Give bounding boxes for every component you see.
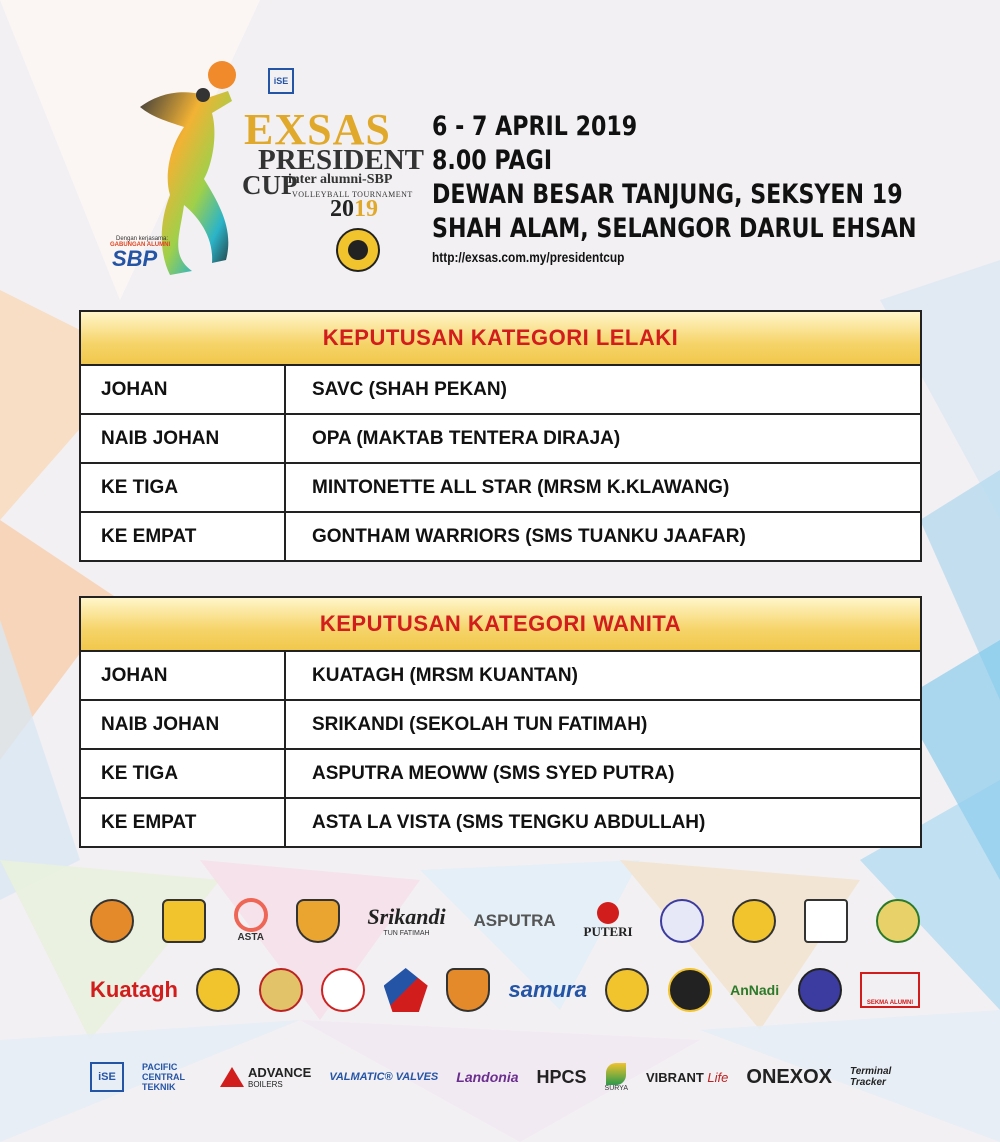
table-row [81, 799, 920, 846]
anzara-badge [732, 899, 776, 943]
advance-label: ADVANCE [248, 1065, 312, 1080]
place-cell: KE EMPAT [81, 799, 286, 846]
alumni-badge-green [876, 899, 920, 943]
badge-red [259, 968, 303, 1012]
table-row [81, 750, 920, 799]
collab-org: GABUNGAN ALUMNI [110, 242, 171, 248]
place-cell: KE TIGA [81, 750, 286, 797]
team-cell: ASPUTRA MEOWW (SMS SYED PUTRA) [312, 762, 675, 784]
asta-label: ASTA [237, 932, 264, 943]
onexox-logo: ONEXOX [746, 1065, 832, 1088]
sponsor-row-3 [90, 1062, 920, 1092]
team-cell: SAVC (SHAH PEKAN) [312, 378, 507, 400]
puteri-logo [584, 902, 633, 940]
place-cell: NAIB JOHAN [81, 701, 286, 748]
srikandi-label: Srikandi [367, 904, 446, 929]
results-table-women [79, 596, 922, 848]
logo-line1: PRESIDENT [258, 144, 424, 176]
team-cell: KUATAGH (MRSM KUANTAN) [312, 664, 578, 686]
surya-logo [605, 1063, 628, 1092]
alumni-badge-blue [660, 899, 704, 943]
event-date: 6 - 7 APRIL 2019 [432, 111, 638, 142]
place-cell: KE TIGA [81, 464, 286, 511]
puteri-label: PUTERI [583, 923, 633, 939]
logo-year [330, 196, 378, 223]
results-table-men [79, 310, 922, 562]
year-a: 20 [330, 196, 354, 222]
logo-tagline: VOLLEYBALL TOURNAMENT [292, 190, 413, 199]
table-row [81, 464, 920, 513]
asas-badge [296, 899, 340, 943]
sbp-logo: SBP [112, 246, 158, 271]
pacific-logo: PACIFIC CENTRAL TEKNIK [142, 1062, 185, 1092]
place-cell: JOHAN [81, 366, 286, 413]
event-city: SHAH ALAM, SELANGOR DARUL EHSAN [432, 213, 917, 244]
ise-logo: iSE [268, 68, 294, 94]
surya-label: SURYA [604, 1084, 629, 1092]
sekma-badge [162, 899, 206, 943]
badge-gold [196, 968, 240, 1012]
team-cell: MINTONETTE ALL STAR (MRSM K.KLAWANG) [312, 476, 730, 498]
landonia-logo: Landonia [456, 1069, 519, 1085]
year-b: 19 [354, 196, 378, 222]
table-title: KEPUTUSAN KATEGORI LELAKI [81, 312, 920, 366]
event-venue: DEWAN BESAR TANJUNG, SEKSYEN 19 [432, 179, 903, 210]
mara-badge [90, 899, 134, 943]
machian-badge [798, 968, 842, 1012]
collab-text: Dengan kerjasama: [116, 236, 169, 242]
asputra-logo: ASPUTRA [473, 910, 556, 930]
table-row [81, 513, 920, 560]
badge-red-white [321, 968, 365, 1012]
team-cell: SRIKANDI (SEKOLAH TUN FATIMAH) [312, 713, 648, 735]
table-row [81, 415, 920, 464]
samura-logo: samura [508, 977, 587, 1002]
event-time: 8.00 PAGI [432, 145, 553, 176]
event-details [432, 110, 1000, 246]
alumni-badge-white [804, 899, 848, 943]
vibrant-logo [646, 1070, 728, 1085]
sponsor-row-2 [90, 968, 920, 1012]
advance-logo [220, 1065, 311, 1089]
badge-black [668, 968, 712, 1012]
team-cell: OPA (MAKTAB TENTERA DIRAJA) [312, 427, 621, 449]
vibrant-label: VIBRANT [646, 1069, 704, 1085]
logo-line2: CUP [242, 170, 298, 200]
table-title: KEPUTUSAN KATEGORI WANITA [81, 598, 920, 652]
ise-sponsor-logo: iSE [90, 1062, 124, 1092]
place-cell: KE EMPAT [81, 513, 286, 560]
vibrant-life: Life [707, 1069, 729, 1085]
exsas-seal [336, 228, 380, 272]
srikandi-sub: TUN FATIMAH [383, 930, 430, 937]
asta-logo [234, 898, 268, 943]
logo-sub: inter alumni-SBP [288, 172, 393, 187]
sekma-alumni-logo [860, 972, 920, 1008]
annadi-logo: AnNadi [730, 982, 780, 998]
team-cell: ASTA LA VISTA (SMS TENGKU ABDULLAH) [312, 811, 706, 833]
table-row [81, 366, 920, 415]
place-cell: NAIB JOHAN [81, 415, 286, 462]
sponsor-row-1 [90, 898, 920, 943]
valmatic-logo: VALMATIC® VALVES [329, 1071, 439, 1083]
kuatagh-logo: Kuatagh [90, 977, 178, 1002]
terminal-tracker-logo: Terminal Tracker [849, 1066, 892, 1088]
sekma-label: SEKMA ALUMNI [866, 1000, 914, 1006]
logo-brand: EXSAS [244, 105, 391, 154]
place-cell: JOHAN [81, 652, 286, 699]
exsas-badge [605, 968, 649, 1012]
advance-sub: BOILERS [248, 1080, 283, 1089]
hpcs-logo: HPCS [536, 1066, 587, 1087]
team-cell: GONTHAM WARRIORS (SMS TUANKU JAAFAR) [312, 525, 746, 547]
table-row [81, 701, 920, 750]
star-logo [384, 968, 428, 1012]
srikandi-logo [367, 904, 445, 937]
table-row [81, 652, 920, 701]
tiger-badge [446, 968, 490, 1012]
event-url[interactable]: http://exsas.com.my/presidentcup [432, 249, 625, 265]
